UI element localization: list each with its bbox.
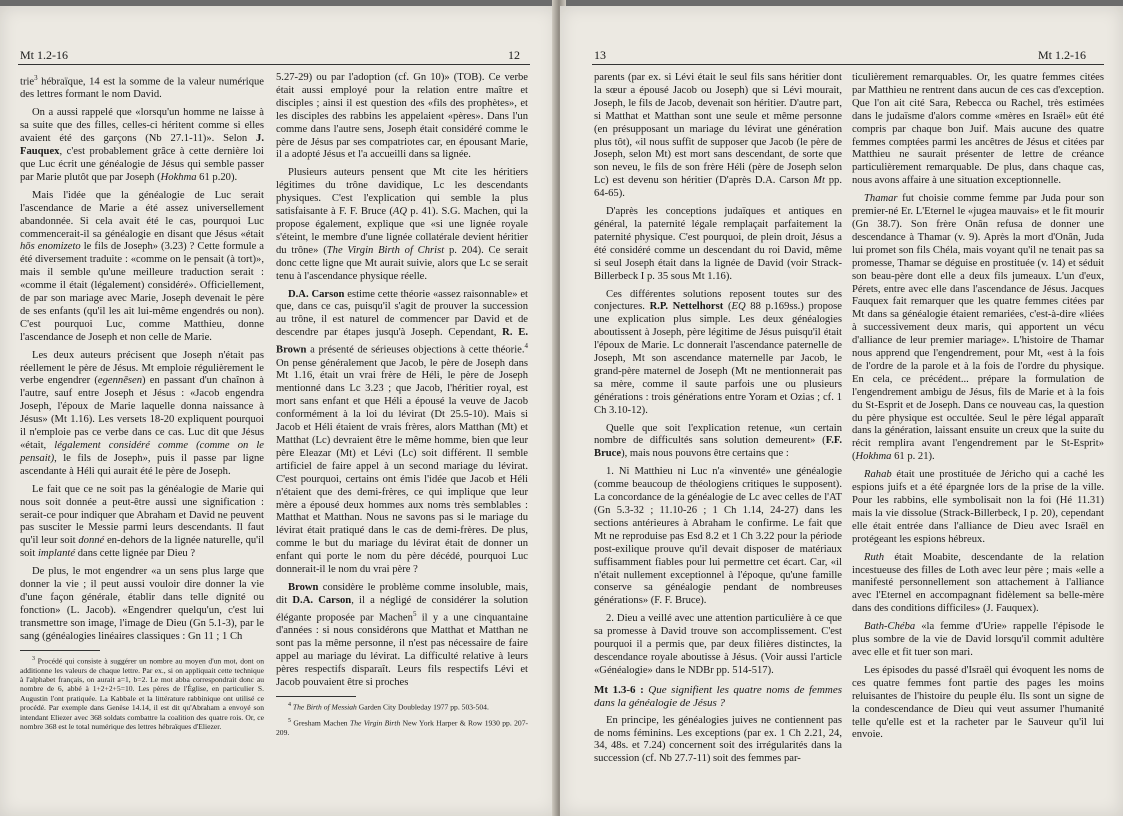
paragraph: parents (par ex. si Lévi était le seul fils sans héritier dont la sœur a épousé Jacob ou Joseph) que si Lévi mourait, Joseph, le fils de Jacob, devenait son héritier. D'autre part, si Matthat et Matthan sont une seule et même personne (en présupposant un mariage du lévirat une génération plus tôt), «il nous suffit de supposer que Jacob (le père de Joseph, selon Mt) est mort sans descendant, de sorte que son neveu, le fils de son frère Héli (père de Joseph selon Lc) est devenu son héritier (D'après D.A. Carson Mt pp. 64-65). [594,72,843,200]
left-running-head: Mt 1.2-16 [20,48,68,62]
paragraph: Quelle que soit l'explication retenue, «un certain nombre de difficultés sans solution demeurent» (F.F. Bruce), mais nous pouvons être certains que : [594,422,842,460]
left-page [0,6,557,816]
paragraph: De plus, le mot engendrer «a un sens plus large que donner la vie ; il peut aussi vouloir dire donner la vie d'une façon générale, établir dans telle dignité ou fonction» (L. Jacob). «Engendrer quelqu'un, c'est lui transmettre son image, l'image de Dieu (Gn 5.1-3), par le sang (généalogies linéaires classiques : Gn 11 ; 1 Ch [20,566,264,642]
right-running-head: Mt 1.2-16 [1038,48,1086,62]
paragraph: Rahab était une prostituée de Jéricho qui a caché les espions juifs et a été épargnée lors de la prise de la ville. Pour les rabbins, elle symbolisait non la foi (Hé 11.31) mais la vie dissolue (Strack-Billerbeck, I p. 20), cependant elle était entrée dans l'alliance de Dieu avec Israël en protégeant les espions hébreux. [852,469,1104,545]
paragraph: Bath-Chéba «la femme d'Urie» rappelle l'épisode le plus sombre de la vie de David lorsqu'il commit adultère avec elle et fit tuer son mari. [852,621,1104,658]
left-page-column-1 [20,72,264,736]
paragraph: D.A. Carson estime cette théorie «assez raisonnable» et que, dans ce cas, puisqu'il s'agit de prouver la succession au trône, il est naturel de commencer par David et de descendre par étapes jusqu'à Joseph. Cependant, R. E. Brown a présenté de sérieuses objections à cette théorie.$^4$ On pense généralement que Jacob, le père de Joseph dans Mt 1.16, était un vrai frère de Héli, le père de Joseph mentionné dans Lc 3.23 ; que Jacob, l'héritier royal, est mort sans enfant et que Héli a épousé la veuve de Jacob conformément à la loi du lévirat (Dt 25.5-10). Mais si Jacob et Héli étaient de vrais frères, alors Matthan (Mt) et Matthat (Lc) devraient être le même homme, bien que leur père Eleazar (Mt) et Lévi (Lc) soit différent. Il semble artificiel de faire appel à un second mariage du lévirat. C'est pourquoi, certains ont émis l'idée que Jacob et Héli n'étaient que des demi-frères, ce qui implique que leur mère a épousé deux hommes aux noms très semblables : Matthat et Matthan. Nous ne savons pas si le mariage du lévirat était pratiqué dans le cas de demi-frères. De plus, comme le but du mariage du lévirat était de donner un enfant qui porte le nom du père décédé, pourquoi Luc donnerait-il le nom du vrai père ? [276,288,528,576]
paragraph: Les épisodes du passé d'Israël qui évoquent les noms de ces quatre femmes font partie des pages les moins reluisantes de l'histoire du peuple élu. Ils sont un signe de la condescendance de Dieu qui veut assumer l'humanité telle qu'elle est et la racheter par le Sauveur qu'il lui envoie. [852,664,1104,741]
right-header-rule [592,64,1104,65]
paragraph: Le fait que ce ne soit pas la généalogie de Marie qui nous soit donnée a peut-être aussi une signification : serait-ce pour indiquer que Abraham et David ne peuvent pas susciter le Messie parmi leurs descendants. Il faut qu'il leur soit donné en-dehors de la lignée naturelle, qu'il soit implanté dans cette lignée par Dieu ? [20,483,264,560]
left-header-rule [18,64,530,65]
paragraph: Mais l'idée que la généalogie de Luc serait l'ascendance de Marie a été assez universellement abandonnée. Si cela avait été le cas, pourquoi Luc commencerait-il sa généalogie en disant que Jésus «était hōs enomizeto le fils de Joseph» (3.23) ? Cette formule a été diversement traduite : «comme on le pensait (à tort)», mais il semble qu'une meilleure traduction serait : «comme il était (légalement) considéré». Officiellement, de par son mariage avec Marie, Joseph devenait le père de ses enfants (qu'il les ait lui-même engendrés ou non). C'est pourquoi Luc, comme Matthieu, donne l'ascendance de Joseph et non celle de Marie. [20,189,264,343]
section-heading: Mt 1.3-6 : Que signifient les quatre noms de femmes dans la généalogie de Jésus ? [594,683,842,709]
footnote-5: $^5$ Gresham Machen The Virgin Birth New York Harper & Row 1930 pp. 207-209. [276,717,529,737]
right-page-column-1 [594,72,842,771]
paragraph: Ces différentes solutions reposent toutes sur des conjectures. R.P. Nettelhorst (EQ 88 p.169ss.) propose une explication plus simple. Les deux généalogies aboutissent à Joseph, père légitime de Jésus puisqu'il était l'époux de Marie. Lc donnerait l'ascendance paternelle de Joseph, Mt son ascendance maternelle par Jacob, le grand-père maternel de Joseph (Mt ne mentionnerait pas sa mère, comme il saute parfois une ou plusieurs générations : trois générations entre Yoram et Ozias ; cf. 1 Ch 3.10-12). [594,288,842,416]
paragraph: ticulièrement remarquables. Or, les quatre femmes citées par Matthieu ne rentrent dans aucun de ces cas d'exception. Que l'on ait cité Sara, Rebecca ou Rachel, très estimées dans le judaïsme d'alors comme «mères en Israël» eût été compris par chaque bon Juif. Mais aucune des quatre femmes comptées parmi les ancêtres de Jésus et citées par Matthieu ne saurait présenter de lettre de créance particulièrement remarquable. De plus, dans chaque cas, nous avons affaire à une situation exceptionnelle. [852,72,1104,187]
paragraph: Ruth était Moabite, descendante de la relation incestueuse des filles de Loth avec leur père ; mais «elle a manifesté personnellement son attachement à l'alliance avec l'Eternel en accompagnant fidèlement sa belle-mère dans des conditions difficiles» (J. Fauquex). [852,551,1104,615]
left-page-column-2 [276,72,528,742]
paragraph: Thamar fut choisie comme femme par Juda pour son premier-né Er. L'Eternel le «jugea mauvais» et le fit mourir (Gn 38.7). Son frère Onân refusa de donner une descendance à Thamar (v. 9). Après la mort d'Onân, Juda lui promet son fils Chéla, mais voyant qu'il ne tenait pas sa promesse, Thamar se déguise en prostituée (v. 14) et séduit son beau-père dont elle a deux fils jumeaux. L'un d'eux, Pérets, entre avec elle dans l'ascendance de Jésus. Jacques Fauquex fait remarquer que les quatre femmes citées par Mt dans sa généalogie étaient remariées, c'est-à-dire «liées à successivement deux maris, qui apportent un vécu d'alliance de leur premier mariage». L'histoire de Thamar nous apprend que l'engendrement, pour Mt, «est à la fois de l'ordre de la parole et à la fois de l'ordre du physique. En cela, ce précédent... prépare la formulation de l'engendrement ambigu de Jésus, fils de Marie et à la fois du St-Esprit et de Joseph. Dans ce nouveau cas, la question du père physique est occultée. Seul le père légal apparaît dans la génération, laissant ensuite un creux que la suite du récit remplira avant l'engendrement par le St-Esprit» (Hokhma 61 p. 21). [852,193,1104,463]
left-page-number: 12 [508,48,520,62]
footnote-3: $^3$ Procédé qui consiste à suggérer un nombre au moyen d'un mot, dont on additionne les valeurs de chaque lettre. Par ex., si on appliquait cette technique à l'alphabet français, on aurait a=1, b=2. Le mot abba correspondrait donc au nombre de 6, abbé à 1+2+2+5=10. Les pères de l'Église, en particulier S. Augustin l'ont pratiquée. La Kabbale et la littérature rabbinique ont utilisé ce procédé. Par exemple dans Genèse 14.14, il est dit qu'Abraham a envoyé son intendant Eliezer avec 368 soldats combattre la coalition des quatre rois. Or, ce nombre 368 est le total numérique des lettres hébraïques d'Eliezer. [20,655,264,731]
right-page-number: 13 [594,48,606,62]
paragraph: 5.27-29) ou par l'adoption (cf. Gn 10)» (TOB). Ce verbe était aussi employé pour la relation entre maître et disciples ; ainsi il est question des «fils des prophètes», et les disciples des rabbins les appelaient «pères». Dans l'un comme dans l'autre sens, Joseph était considéré comme le père de Jésus par ses compatriotes car, en épousant Marie, il a adopté Jésus et l'a accueilli dans sa lignée. [276,72,528,161]
paragraph: 2. Dieu a veillé avec une attention particulière à ce que sa promesse à David trouve son accomplissement. C'est pourquoi il a permis que, par deux filières distinctes, la descendance royale aboutisse à Jésus. (Voir aussi l'article «Généalogie» dans le NDBr pp. 514-517). [594,613,842,676]
footnote-rule [20,650,100,651]
paragraph: Brown considère le problème comme insoluble, mais, dit D.A. Carson, il a négligé de considérer la solution élégante proposée par Machen$^5$ il y a une cinquantaine d'années : si nous considérons que Matthat et Matthan ne sont pas la même personne, il n'est pas nécessaire de faire appel au mariage du lévirat. La difficulté relative à leurs pères respectifs disparaît. Leurs fils respectifs Lévi et Jacob pouvaient être si proches [276,581,529,688]
paragraph: En principe, les généalogies juives ne contiennent pas de noms féminins. Les exceptions (par ex. 1 Ch 2.21, 24, 34, 48s. et 7.24) concernent soit des irrégularités dans la succession (cf. Nb 27.7-11) soit des femmes par- [594,714,842,765]
right-page [560,6,1123,816]
paragraph: D'après les conceptions judaïques et antiques en général, la paternité légale remplaçait parfaitement la paternité physique. C'est pourquoi, de plein droit, Jésus a été considéré comme un descendant du roi David, même si seul Joseph était dans la lignée de David (voir Strack-Billerbeck I p. 35 sous Mt 1.16). [594,206,842,282]
paragraph: 1. Ni Matthieu ni Luc n'a «inventé» une généalogie (comme beaucoup de théologiens critiques le supposent). La concordance de la généalogie de Lc avec celles de l'AT (Gn 5.3-32 ; 11.10-26 ; 1 Ch 1.14, 24-27) dans les sections antérieures à Abraham le confirme. Le fait que Mt ne reproduise pas Esd 8.2 et 1 Ch 3.22 pour la période post-exilique prouve qu'il devait disposer de matériaux suffisamment fiables pour lui permettre cet écart. Car, «il n'était nullement exceptionnel à l'époque, qu'une famille conserve sa généalogie pendant de nombreuses générations» (F. F. Bruce). [594,466,842,607]
footnote-rule [276,696,356,697]
paragraph: On a aussi rappelé que «lorsqu'un homme ne laisse à sa suite que des filles, celles-ci héritent comme si elles avaient été des garçons (Nb 27.1-11)». Selon J. Fauquex, c'est probablement grâce à cette dernière loi que Luc écrit une généalogie de Jésus qui semble passer par Marie plutôt que par Joseph (Hokhma 61 p.20). [20,107,264,183]
footnote-4: $^4$ The Birth of Messiah Garden City Doubleday 1977 pp. 503-504. [288,701,489,712]
paragraph: Plusieurs auteurs pensent que Mt cite les héritiers légitimes du trône davidique, Lc les descendants physiques. C'est l'explication qui semble la plus satisfaisante à F. F. Bruce (AQ p. 41). S.G. Machen, qui la propose également, explique que «si une lignée royale s'éteint, le membre d'une lignée collatérale devient héritier du trône» (The Virgin Birth of Christ p. 204). Ce serait donc cette ligne que Mt aurait suivie, alors que Lc se serait tenu à l'ascendance physique réelle. [276,167,529,282]
paragraph: Les deux auteurs précisent que Joseph n'était pas réellement le père de Jésus. Mt emploie régulièrement le verbe engendrer (egennēsen) en passant d'un chaînon à l'autre, sauf entre Joseph et Jésus : «Jacob engendra Joseph, l'époux de Marie laquelle donna naissance à Jésus» (Mt 1.16). Les versets 18-20 expliquent pourquoi il n'emploie pas ce verbe dans ce cas. Luc dit que Jésus «était, légalement considéré comme (comme on le pensait), le fils de Joseph», puis il passe par ligne ascendante à Héli qui aurait été le père de Joseph. [20,349,265,477]
right-page-column-2 [852,72,1104,747]
paragraph: trie$^3$ hébraïque, 14 est la somme de la valeur numérique des lettres formant le nom David. [20,74,264,101]
